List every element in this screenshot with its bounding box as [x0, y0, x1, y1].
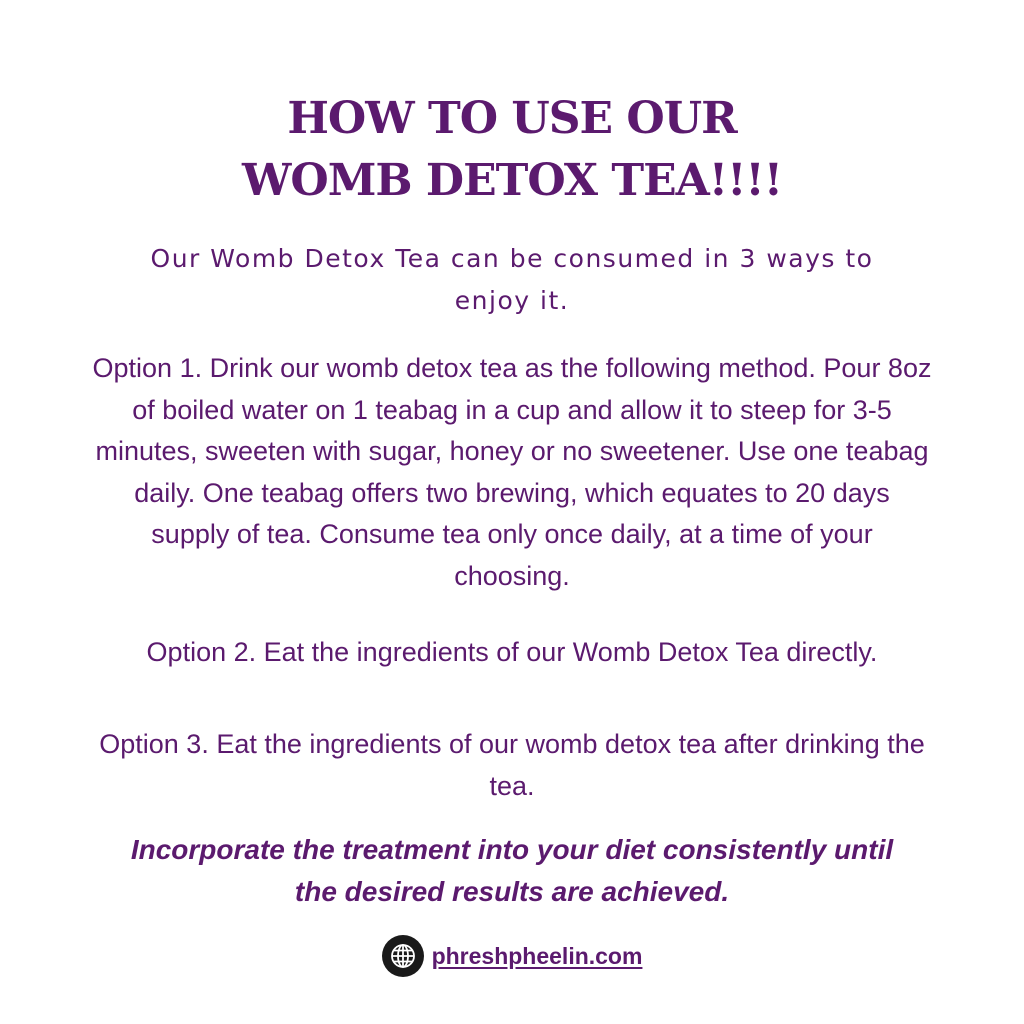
website-footer	[0, 935, 1024, 977]
globe-icon	[382, 935, 424, 977]
option-2-text: Option 2. Eat the ingredients of our Womb Detox Tea directly.	[146, 637, 878, 667]
closing-note	[92, 829, 932, 913]
website-link[interactable]: phreshpheelin.com	[431, 942, 643, 969]
option-1-text: Option 1. Drink our womb detox tea as the following method. Pour 8oz of boiled water on 1 teabag in a cup and allow it to steep for 3-5 minutes, sweeten with sugar, honey or no sweetener. Use one teabag daily. One teabag offers two brewing, which equates to 20 days supply of tea. Consume tea only once daily, at a time of your choosing.	[92, 353, 932, 591]
page-title	[0, 88, 1024, 212]
title-line-2: WOMB DETOX TEA!!!!	[241, 155, 783, 206]
intro-text: Our Womb Detox Tea can be consumed in 3 ways to enjoy it.	[150, 244, 874, 315]
title-line-1: HOW TO USE OUR	[287, 93, 737, 144]
option-3-text: Option 3. Eat the ingredients of our womb detox tea after drinking the tea.	[99, 729, 925, 801]
closing-line-1: Incorporate the treatment into your diet consistently until	[130, 834, 894, 865]
closing-line-2: the desired results are achieved.	[294, 876, 730, 907]
